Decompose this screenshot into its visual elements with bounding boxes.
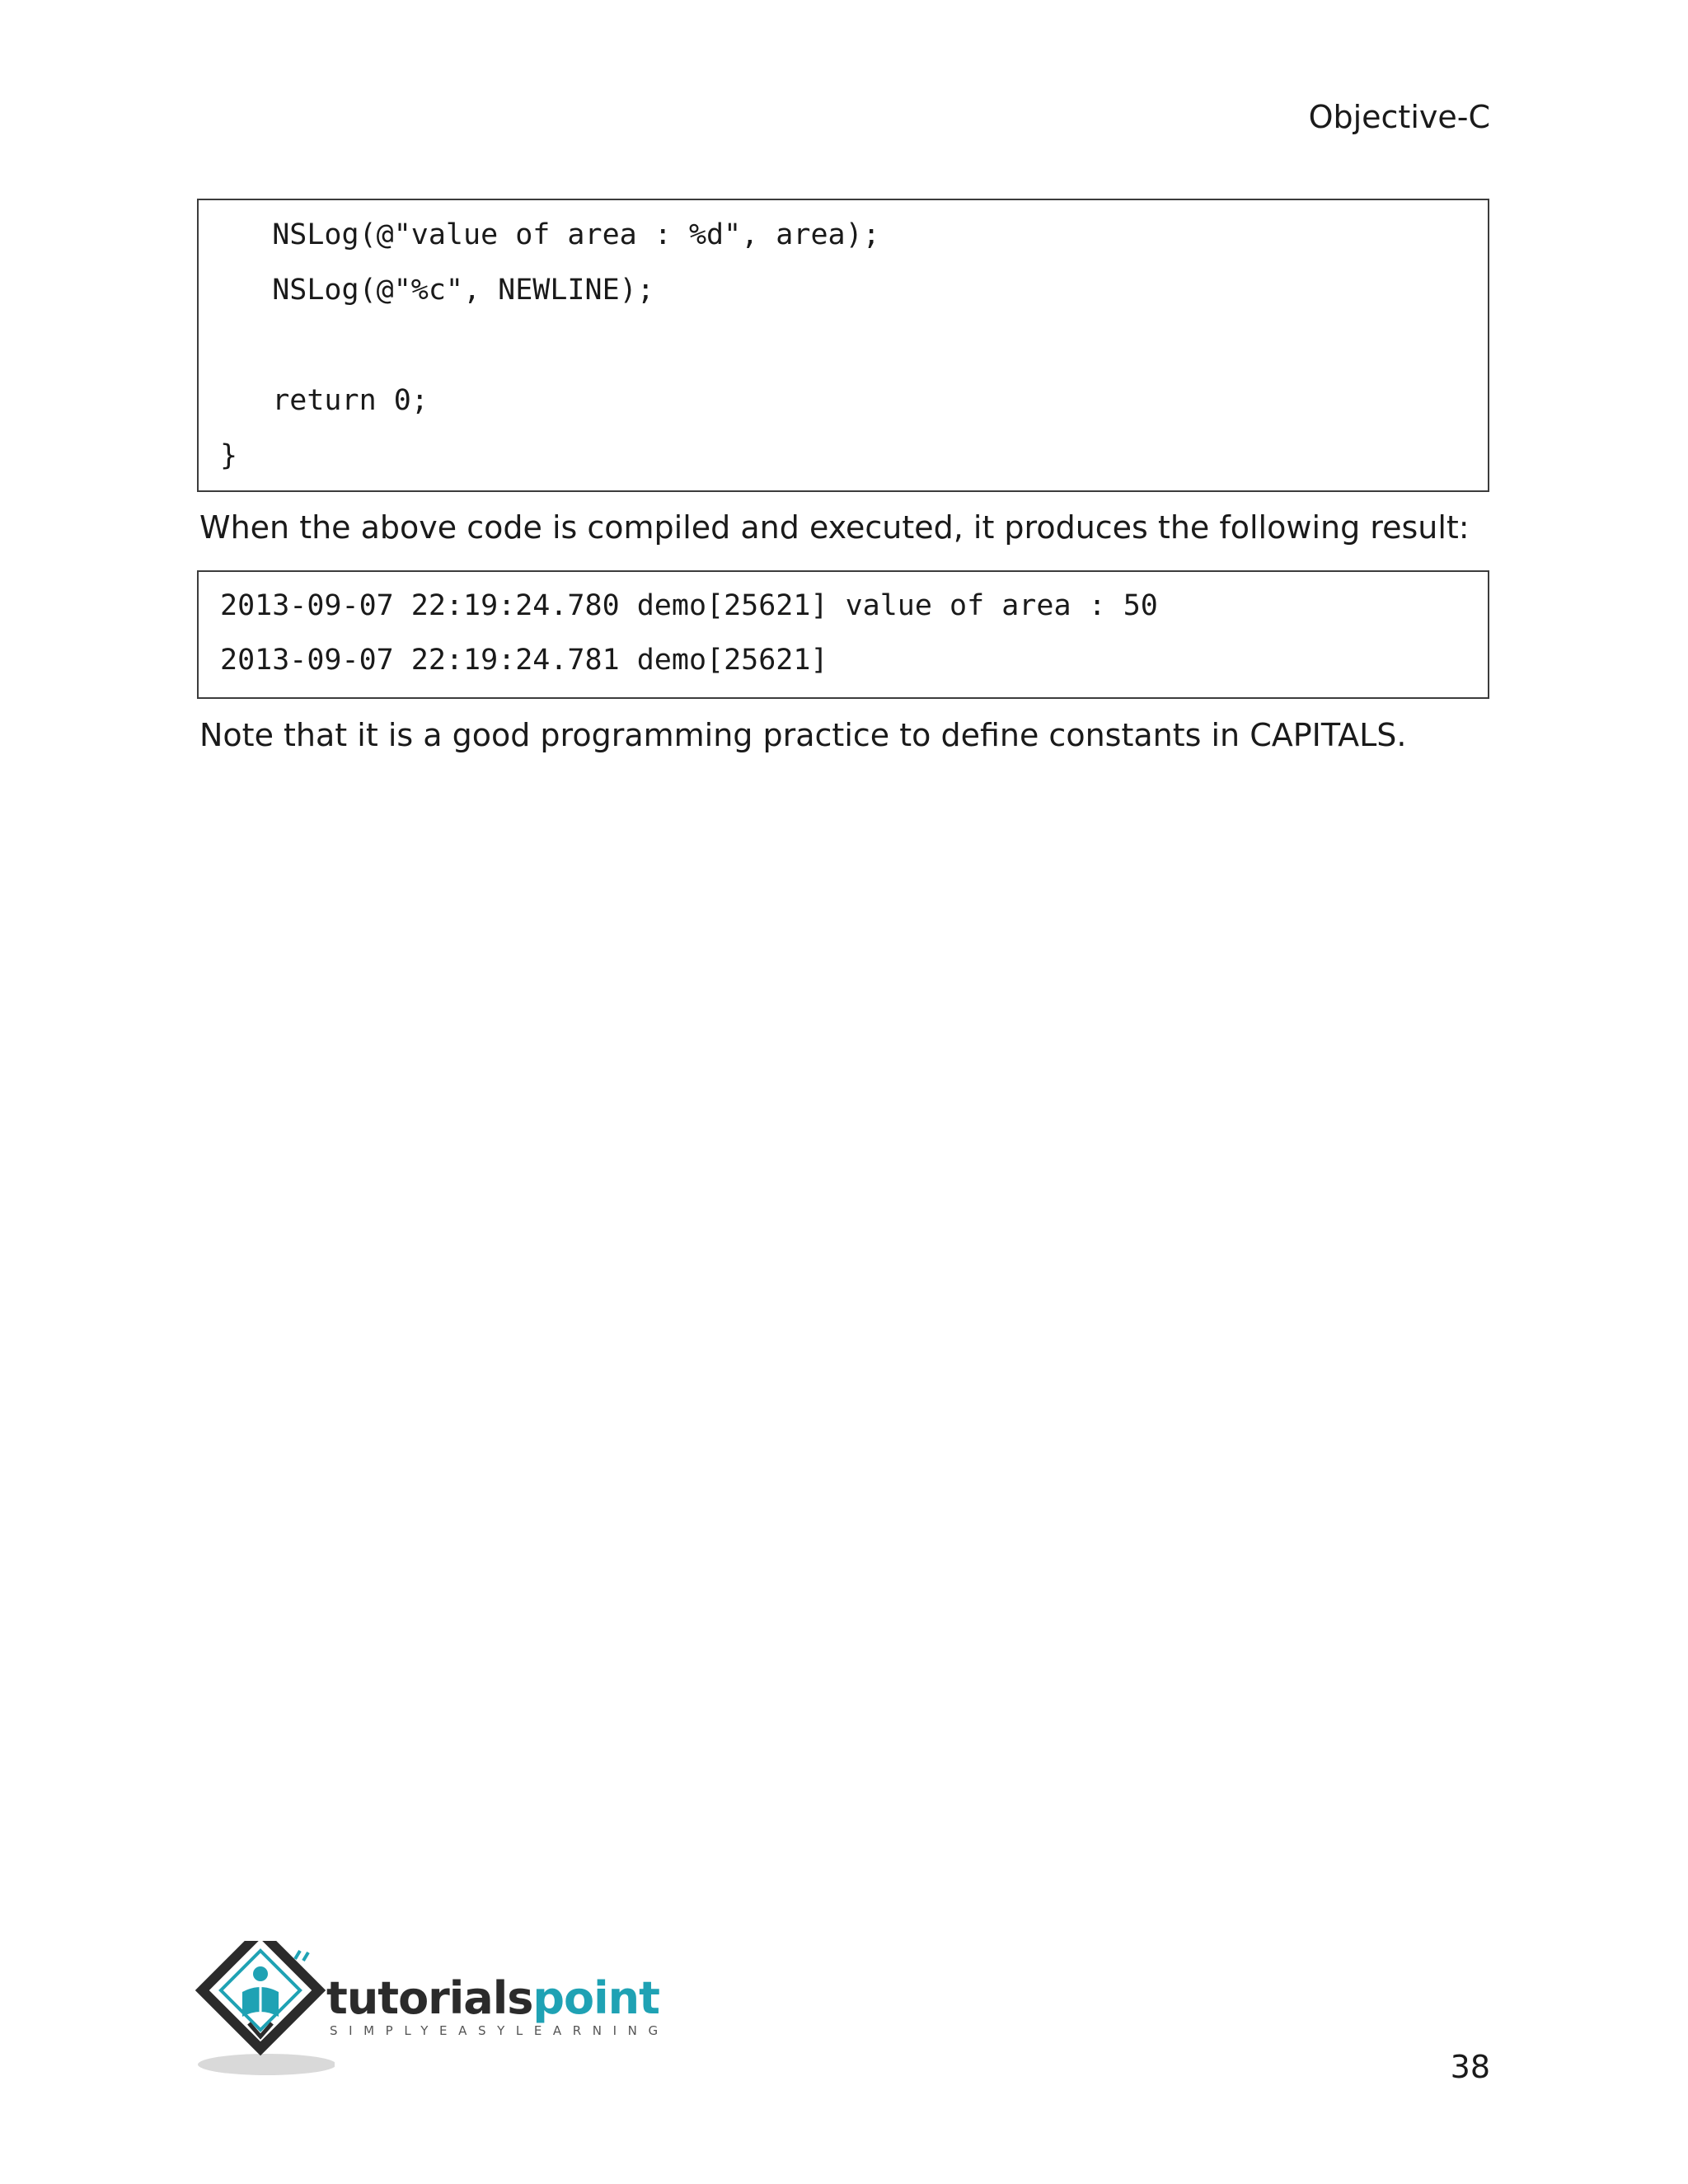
output-code-block bbox=[197, 570, 1489, 699]
output-line: 2013-09-07 22:19:24.780 demo[25621] value of area : 50 bbox=[220, 589, 1158, 622]
code-line: NSLog(@"value of area : %d", area); bbox=[220, 218, 880, 251]
body-paragraph: When the above code is compiled and executed, it produces the following result: bbox=[199, 509, 1470, 546]
page-number: 38 bbox=[1450, 2049, 1490, 2085]
tutorialspoint-logo bbox=[195, 1941, 673, 2081]
logo-word-point: point bbox=[532, 1972, 659, 2024]
body-paragraph: Note that it is a good programming practice to define constants in CAPITALS. bbox=[199, 717, 1407, 753]
output-line: 2013-09-07 22:19:24.781 demo[25621] bbox=[220, 644, 828, 677]
code-line: return 0; bbox=[220, 384, 429, 417]
logo-wordmark bbox=[326, 1974, 659, 2023]
source-code-block bbox=[197, 199, 1489, 492]
code-line: } bbox=[220, 439, 238, 472]
code-line: NSLog(@"%c", NEWLINE); bbox=[220, 274, 654, 307]
logo-tagline: SIMPLYEASYLEARNING bbox=[330, 2023, 669, 2038]
page-header-title: Objective-C bbox=[1308, 99, 1490, 135]
logo-word-tutorials: tutorials bbox=[326, 1972, 533, 2024]
logo-diamond-icon bbox=[195, 1941, 335, 2081]
